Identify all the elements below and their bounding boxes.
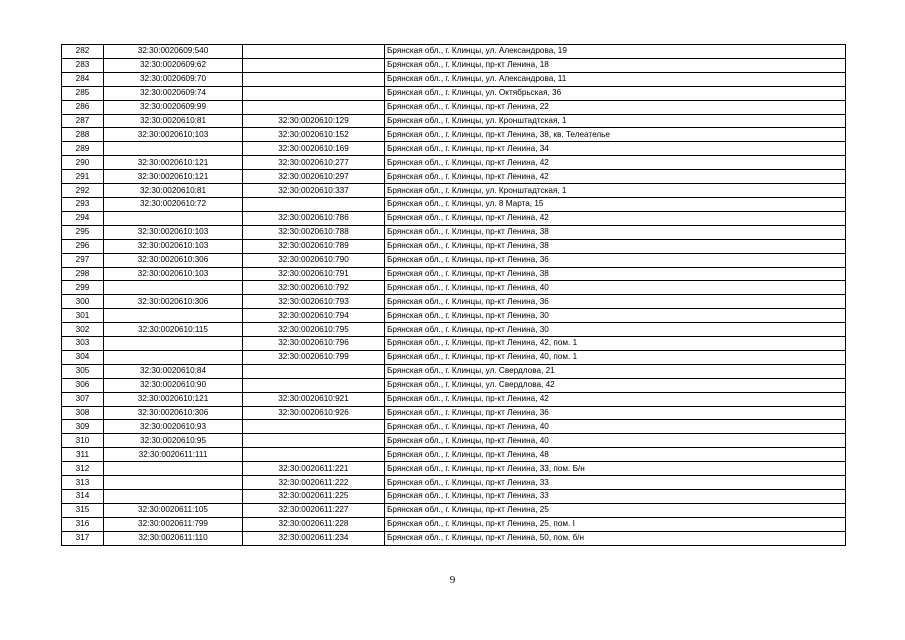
cadastral-number-cell: 32:30:0020610:306 (104, 253, 243, 267)
table-row (62, 128, 846, 142)
row-number-cell: 294 (62, 211, 104, 225)
address-cell: Брянская обл., г. Клинцы, пр-кт Ленина, 50, пом. б/н (385, 531, 846, 545)
table-row (62, 142, 846, 156)
address-cell: Брянская обл., г. Клинцы, пр-кт Ленина, 25, пом. I (385, 517, 846, 531)
table-row (62, 462, 846, 476)
address-cell: Брянская обл., г. Клинцы, ул. Октябрьская, 36 (385, 86, 846, 100)
address-cell: Брянская обл., г. Клинцы, ул. Александрова, 11 (385, 72, 846, 86)
table-row (62, 58, 846, 72)
cadastral-number-object-cell: 32:30:0020611:221 (243, 462, 385, 476)
cadastral-number-cell (104, 337, 243, 351)
cadastral-number-cell (104, 211, 243, 225)
table-row (62, 156, 846, 170)
address-cell: Брянская обл., г. Клинцы, пр-кт Ленина, 22 (385, 100, 846, 114)
cadastral-number-object-cell: 32:30:0020611:225 (243, 490, 385, 504)
table-row (62, 86, 846, 100)
cadastral-number-cell: 32:30:0020609:99 (104, 100, 243, 114)
table-row (62, 337, 846, 351)
cadastral-number-cell: 32:30:0020610:103 (104, 267, 243, 281)
cadastral-number-object-cell: 32:30:0020610:786 (243, 211, 385, 225)
cadastral-number-object-cell (243, 434, 385, 448)
cadastral-number-object-cell (243, 197, 385, 211)
table-row (62, 295, 846, 309)
cadastral-number-object-cell: 32:30:0020610:791 (243, 267, 385, 281)
row-number-cell: 305 (62, 364, 104, 378)
table-row (62, 197, 846, 211)
cadastral-number-cell: 32:30:0020610:115 (104, 323, 243, 337)
cadastral-number-object-cell: 32:30:0020610:129 (243, 114, 385, 128)
cadastral-number-cell: 32:30:0020610:121 (104, 392, 243, 406)
row-number-cell: 287 (62, 114, 104, 128)
table-row (62, 184, 846, 198)
address-cell: Брянская обл., г. Клинцы, пр-кт Ленина, 38, кв. Телеателье (385, 128, 846, 142)
cadastral-number-object-cell (243, 58, 385, 72)
cadastral-number-cell (104, 281, 243, 295)
cadastral-number-cell: 32:30:0020610:121 (104, 170, 243, 184)
row-number-cell: 306 (62, 378, 104, 392)
table-row (62, 350, 846, 364)
address-cell: Брянская обл., г. Клинцы, пр-кт Ленина, 30 (385, 323, 846, 337)
row-number-cell: 295 (62, 225, 104, 239)
row-number-cell: 307 (62, 392, 104, 406)
cadastral-number-object-cell: 32:30:0020610:277 (243, 156, 385, 170)
row-number-cell: 290 (62, 156, 104, 170)
cadastral-number-cell: 32:30:0020609:74 (104, 86, 243, 100)
row-number-cell: 308 (62, 406, 104, 420)
cadastral-number-object-cell: 32:30:0020610:297 (243, 170, 385, 184)
table-row (62, 45, 846, 59)
address-cell: Брянская обл., г. Клинцы, пр-кт Ленина, 42, пом. 1 (385, 337, 846, 351)
cadastral-number-object-cell (243, 420, 385, 434)
table-row (62, 100, 846, 114)
row-number-cell: 314 (62, 490, 104, 504)
row-number-cell: 293 (62, 197, 104, 211)
cadastral-number-cell: 32:30:0020610:90 (104, 378, 243, 392)
cadastral-number-cell: 32:30:0020610:81 (104, 184, 243, 198)
cadastral-number-object-cell: 32:30:0020610:793 (243, 295, 385, 309)
row-number-cell: 304 (62, 350, 104, 364)
address-cell: Брянская обл., г. Клинцы, пр-кт Ленина, 42 (385, 211, 846, 225)
table-row (62, 364, 846, 378)
cadastral-number-cell: 32:30:0020610:103 (104, 239, 243, 253)
address-cell: Брянская обл., г. Клинцы, пр-кт Ленина, 18 (385, 58, 846, 72)
address-cell: Брянская обл., г. Клинцы, пр-кт Ленина, 36 (385, 253, 846, 267)
address-cell: Брянская обл., г. Клинцы, пр-кт Ленина, 33 (385, 476, 846, 490)
cadastral-number-object-cell: 32:30:0020610:794 (243, 309, 385, 323)
table-row (62, 253, 846, 267)
cadastral-number-object-cell: 32:30:0020611:222 (243, 476, 385, 490)
cadastral-number-cell: 32:30:0020609:62 (104, 58, 243, 72)
row-number-cell: 298 (62, 267, 104, 281)
cadastral-number-cell (104, 309, 243, 323)
cadastral-number-cell: 32:30:0020610:95 (104, 434, 243, 448)
cadastral-number-cell (104, 490, 243, 504)
table-row (62, 476, 846, 490)
row-number-cell: 303 (62, 337, 104, 351)
cadastral-number-cell: 32:30:0020611:105 (104, 503, 243, 517)
cadastral-number-cell: 32:30:0020610:103 (104, 128, 243, 142)
cadastral-number-cell: 32:30:0020610:81 (104, 114, 243, 128)
cadastral-number-cell: 32:30:0020611:110 (104, 531, 243, 545)
table-row (62, 420, 846, 434)
table-row (62, 503, 846, 517)
cadastral-number-object-cell: 32:30:0020610:790 (243, 253, 385, 267)
address-cell: Брянская обл., г. Клинцы, ул. Кронштадтская, 1 (385, 184, 846, 198)
table-row (62, 170, 846, 184)
row-number-cell: 286 (62, 100, 104, 114)
address-cell: Брянская обл., г. Клинцы, пр-кт Ленина, 25 (385, 503, 846, 517)
cadastral-number-object-cell: 32:30:0020610:792 (243, 281, 385, 295)
table-row (62, 406, 846, 420)
page-number: 9 (449, 574, 456, 586)
cadastral-number-object-cell: 32:30:0020610:921 (243, 392, 385, 406)
address-cell: Брянская обл., г. Клинцы, пр-кт Ленина, 42 (385, 392, 846, 406)
cadastral-table (61, 44, 846, 546)
address-cell: Брянская обл., г. Клинцы, пр-кт Ленина, 34 (385, 142, 846, 156)
address-cell: Брянская обл., г. Клинцы, ул. Свердлова, 42 (385, 378, 846, 392)
row-number-cell: 296 (62, 239, 104, 253)
table-row (62, 114, 846, 128)
row-number-cell: 316 (62, 517, 104, 531)
row-number-cell: 301 (62, 309, 104, 323)
row-number-cell: 302 (62, 323, 104, 337)
table-body (62, 45, 846, 546)
address-cell: Брянская обл., г. Клинцы, пр-кт Ленина, 40 (385, 420, 846, 434)
address-cell: Брянская обл., г. Клинцы, ул. Александрова, 19 (385, 45, 846, 59)
cadastral-number-object-cell (243, 86, 385, 100)
address-cell: Брянская обл., г. Клинцы, пр-кт Ленина, 40 (385, 281, 846, 295)
cadastral-number-cell: 32:30:0020610:84 (104, 364, 243, 378)
cadastral-number-cell: 32:30:0020610:121 (104, 156, 243, 170)
table-row (62, 323, 846, 337)
address-cell: Брянская обл., г. Клинцы, пр-кт Ленина, 48 (385, 448, 846, 462)
address-cell: Брянская обл., г. Клинцы, пр-кт Ленина, 42 (385, 156, 846, 170)
row-number-cell: 282 (62, 45, 104, 59)
table-row (62, 448, 846, 462)
table-row (62, 378, 846, 392)
cadastral-number-cell: 32:30:0020609:70 (104, 72, 243, 86)
cadastral-number-cell: 32:30:0020610:306 (104, 406, 243, 420)
row-number-cell: 311 (62, 448, 104, 462)
cadastral-number-cell (104, 462, 243, 476)
cadastral-number-object-cell: 32:30:0020610:926 (243, 406, 385, 420)
cadastral-number-object-cell: 32:30:0020610:152 (243, 128, 385, 142)
cadastral-number-object-cell (243, 378, 385, 392)
cadastral-number-cell: 32:30:0020610:103 (104, 225, 243, 239)
row-number-cell: 283 (62, 58, 104, 72)
cadastral-number-cell: 32:30:0020610:72 (104, 197, 243, 211)
address-cell: Брянская обл., г. Клинцы, пр-кт Ленина, 30 (385, 309, 846, 323)
cadastral-number-object-cell: 32:30:0020611:234 (243, 531, 385, 545)
row-number-cell: 285 (62, 86, 104, 100)
address-cell: Брянская обл., г. Клинцы, пр-кт Ленина, 40 (385, 434, 846, 448)
cadastral-number-cell (104, 476, 243, 490)
cadastral-number-cell: 32:30:0020609:540 (104, 45, 243, 59)
row-number-cell: 313 (62, 476, 104, 490)
cadastral-number-object-cell (243, 72, 385, 86)
row-number-cell: 310 (62, 434, 104, 448)
table-row (62, 531, 846, 545)
table-row (62, 281, 846, 295)
table-row (62, 392, 846, 406)
table-row (62, 434, 846, 448)
row-number-cell: 309 (62, 420, 104, 434)
table-row (62, 72, 846, 86)
table-row (62, 225, 846, 239)
row-number-cell: 289 (62, 142, 104, 156)
table-row (62, 239, 846, 253)
cadastral-number-object-cell: 32:30:0020610:796 (243, 337, 385, 351)
address-cell: Брянская обл., г. Клинцы, пр-кт Ленина, 40, пом. 1 (385, 350, 846, 364)
row-number-cell: 299 (62, 281, 104, 295)
address-cell: Брянская обл., г. Клинцы, пр-кт Ленина, 36 (385, 406, 846, 420)
address-cell: Брянская обл., г. Клинцы, пр-кт Ленина, 36 (385, 295, 846, 309)
cadastral-number-cell: 32:30:0020610:306 (104, 295, 243, 309)
address-cell: Брянская обл., г. Клинцы, ул. 8 Марта, 15 (385, 197, 846, 211)
address-cell: Брянская обл., г. Клинцы, пр-кт Ленина, 38 (385, 239, 846, 253)
cadastral-number-object-cell (243, 100, 385, 114)
address-cell: Брянская обл., г. Клинцы, пр-кт Ленина, 33, пом. Б/н (385, 462, 846, 476)
cadastral-number-cell (104, 142, 243, 156)
cadastral-number-cell: 32:30:0020610:93 (104, 420, 243, 434)
address-cell: Брянская обл., г. Клинцы, пр-кт Ленина, 38 (385, 225, 846, 239)
cadastral-number-object-cell (243, 448, 385, 462)
cadastral-number-object-cell: 32:30:0020610:795 (243, 323, 385, 337)
address-cell: Брянская обл., г. Клинцы, пр-кт Ленина, 33 (385, 490, 846, 504)
cadastral-number-cell (104, 350, 243, 364)
address-cell: Брянская обл., г. Клинцы, ул. Свердлова, 21 (385, 364, 846, 378)
address-cell: Брянская обл., г. Клинцы, ул. Кронштадтская, 1 (385, 114, 846, 128)
address-cell: Брянская обл., г. Клинцы, пр-кт Ленина, 42 (385, 170, 846, 184)
cadastral-number-object-cell: 32:30:0020611:227 (243, 503, 385, 517)
cadastral-number-object-cell: 32:30:0020610:788 (243, 225, 385, 239)
cadastral-number-object-cell (243, 45, 385, 59)
table-row (62, 267, 846, 281)
cadastral-number-object-cell: 32:30:0020610:337 (243, 184, 385, 198)
cadastral-number-cell: 32:30:0020611:799 (104, 517, 243, 531)
row-number-cell: 291 (62, 170, 104, 184)
row-number-cell: 317 (62, 531, 104, 545)
cadastral-number-object-cell: 32:30:0020611:228 (243, 517, 385, 531)
row-number-cell: 297 (62, 253, 104, 267)
table-row (62, 490, 846, 504)
row-number-cell: 284 (62, 72, 104, 86)
cadastral-number-object-cell (243, 364, 385, 378)
cadastral-number-object-cell: 32:30:0020610:789 (243, 239, 385, 253)
row-number-cell: 312 (62, 462, 104, 476)
cadastral-number-cell: 32:30:0020611:111 (104, 448, 243, 462)
table-row (62, 517, 846, 531)
row-number-cell: 300 (62, 295, 104, 309)
table-row (62, 211, 846, 225)
cadastral-number-object-cell: 32:30:0020610:799 (243, 350, 385, 364)
row-number-cell: 292 (62, 184, 104, 198)
table-row (62, 309, 846, 323)
cadastral-number-object-cell: 32:30:0020610:169 (243, 142, 385, 156)
row-number-cell: 288 (62, 128, 104, 142)
row-number-cell: 315 (62, 503, 104, 517)
address-cell: Брянская обл., г. Клинцы, пр-кт Ленина, 38 (385, 267, 846, 281)
